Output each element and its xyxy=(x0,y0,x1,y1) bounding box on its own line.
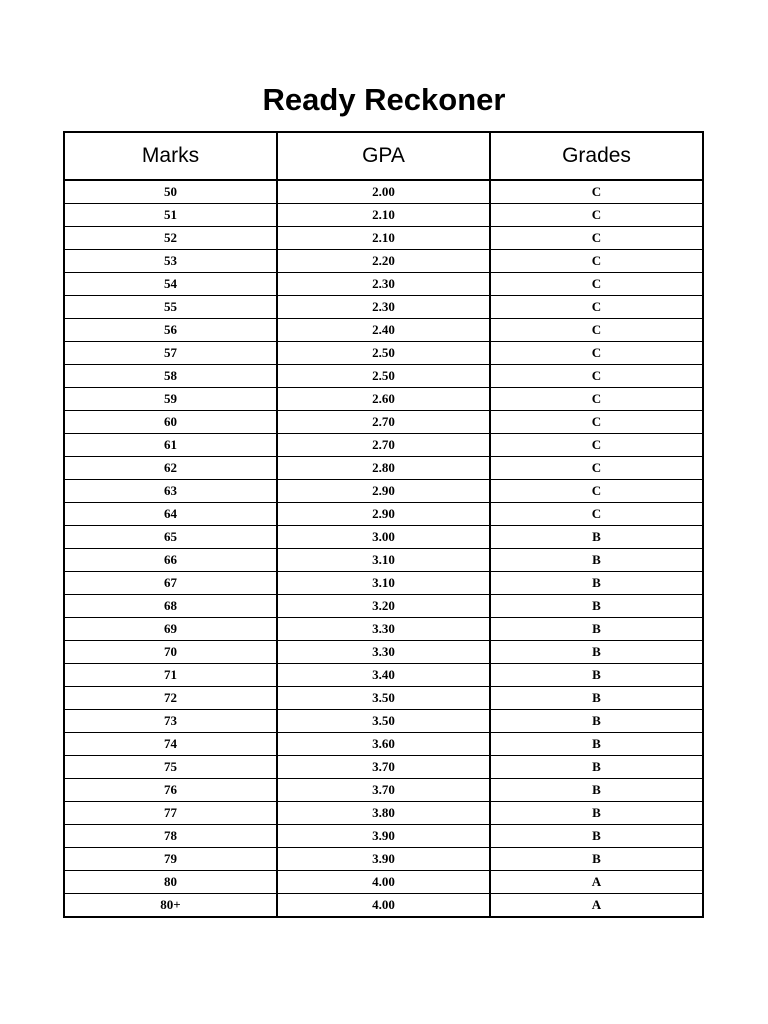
marks-cell: 50 xyxy=(64,180,277,204)
table-row xyxy=(64,457,703,480)
marks-cell: 66 xyxy=(64,549,277,572)
gpa-cell: 4.00 xyxy=(277,894,490,918)
marks-cell: 60 xyxy=(64,411,277,434)
gpa-cell: 2.10 xyxy=(277,204,490,227)
marks-cell: 59 xyxy=(64,388,277,411)
gpa-cell: 2.40 xyxy=(277,319,490,342)
gpa-cell: 3.90 xyxy=(277,848,490,871)
gpa-cell: 3.10 xyxy=(277,549,490,572)
table-row xyxy=(64,273,703,296)
table-row xyxy=(64,549,703,572)
grade-cell: B xyxy=(490,549,703,572)
gpa-cell: 4.00 xyxy=(277,871,490,894)
table-row xyxy=(64,710,703,733)
gpa-cell: 3.80 xyxy=(277,802,490,825)
gpa-cell: 2.50 xyxy=(277,365,490,388)
gpa-cell: 3.00 xyxy=(277,526,490,549)
gpa-cell: 3.30 xyxy=(277,641,490,664)
marks-cell: 73 xyxy=(64,710,277,733)
table-row xyxy=(64,894,703,918)
grade-cell: B xyxy=(490,848,703,871)
marks-cell: 68 xyxy=(64,595,277,618)
grade-cell: B xyxy=(490,756,703,779)
grade-cell: B xyxy=(490,687,703,710)
header-row xyxy=(64,132,703,180)
table-row xyxy=(64,825,703,848)
grade-cell: B xyxy=(490,641,703,664)
marks-cell: 75 xyxy=(64,756,277,779)
gpa-cell: 3.20 xyxy=(277,595,490,618)
table-row xyxy=(64,572,703,595)
grade-cell: B xyxy=(490,572,703,595)
grade-cell: C xyxy=(490,411,703,434)
gpa-cell: 2.70 xyxy=(277,411,490,434)
gpa-cell: 2.30 xyxy=(277,273,490,296)
marks-cell: 55 xyxy=(64,296,277,319)
gpa-cell: 2.50 xyxy=(277,342,490,365)
marks-cell: 58 xyxy=(64,365,277,388)
gpa-cell: 2.60 xyxy=(277,388,490,411)
marks-cell: 70 xyxy=(64,641,277,664)
grade-cell: B xyxy=(490,825,703,848)
grade-cell: B xyxy=(490,733,703,756)
table-row xyxy=(64,618,703,641)
marks-cell: 74 xyxy=(64,733,277,756)
grade-cell: A xyxy=(490,894,703,918)
table-row xyxy=(64,733,703,756)
grade-cell: B xyxy=(490,618,703,641)
marks-cell: 62 xyxy=(64,457,277,480)
marks-cell: 61 xyxy=(64,434,277,457)
marks-cell: 78 xyxy=(64,825,277,848)
marks-cell: 79 xyxy=(64,848,277,871)
gpa-cell: 3.30 xyxy=(277,618,490,641)
gpa-cell: 2.90 xyxy=(277,503,490,526)
grade-cell: C xyxy=(490,365,703,388)
table-row xyxy=(64,687,703,710)
table-row xyxy=(64,411,703,434)
marks-cell: 52 xyxy=(64,227,277,250)
grade-cell: C xyxy=(490,204,703,227)
table-row xyxy=(64,664,703,687)
gpa-cell: 3.10 xyxy=(277,572,490,595)
grade-cell: C xyxy=(490,434,703,457)
grade-cell: C xyxy=(490,480,703,503)
table-row xyxy=(64,756,703,779)
marks-cell: 54 xyxy=(64,273,277,296)
column-header-marks: Marks xyxy=(64,132,277,180)
gpa-cell: 3.70 xyxy=(277,779,490,802)
marks-cell: 57 xyxy=(64,342,277,365)
gpa-cell: 2.00 xyxy=(277,180,490,204)
gpa-cell: 3.60 xyxy=(277,733,490,756)
marks-cell: 64 xyxy=(64,503,277,526)
table-row xyxy=(64,342,703,365)
table-row xyxy=(64,802,703,825)
table-body xyxy=(64,180,703,917)
gpa-cell: 2.20 xyxy=(277,250,490,273)
marks-cell: 51 xyxy=(64,204,277,227)
grade-cell: C xyxy=(490,296,703,319)
table-row xyxy=(64,365,703,388)
marks-cell: 56 xyxy=(64,319,277,342)
grade-cell: B xyxy=(490,664,703,687)
gpa-cell: 2.70 xyxy=(277,434,490,457)
table-row xyxy=(64,296,703,319)
column-header-gpa: GPA xyxy=(277,132,490,180)
gpa-cell: 3.90 xyxy=(277,825,490,848)
table-row xyxy=(64,848,703,871)
marks-cell: 63 xyxy=(64,480,277,503)
marks-cell: 80 xyxy=(64,871,277,894)
grade-cell: A xyxy=(490,871,703,894)
table-header xyxy=(64,132,703,180)
marks-cell: 67 xyxy=(64,572,277,595)
grade-cell: C xyxy=(490,319,703,342)
table-row xyxy=(64,388,703,411)
gpa-cell: 2.90 xyxy=(277,480,490,503)
gpa-cell: 2.80 xyxy=(277,457,490,480)
table-row xyxy=(64,526,703,549)
grade-cell: C xyxy=(490,273,703,296)
gpa-cell: 3.40 xyxy=(277,664,490,687)
marks-cell: 71 xyxy=(64,664,277,687)
marks-cell: 65 xyxy=(64,526,277,549)
grade-cell: B xyxy=(490,595,703,618)
table-row xyxy=(64,503,703,526)
marks-cell: 72 xyxy=(64,687,277,710)
grade-cell: C xyxy=(490,457,703,480)
table-row xyxy=(64,319,703,342)
grade-cell: C xyxy=(490,503,703,526)
grade-cell: B xyxy=(490,710,703,733)
page-title: Ready Reckoner xyxy=(262,82,506,117)
table-row xyxy=(64,595,703,618)
gpa-cell: 3.50 xyxy=(277,687,490,710)
table-row xyxy=(64,227,703,250)
grade-cell: B xyxy=(490,802,703,825)
marks-cell: 53 xyxy=(64,250,277,273)
grade-cell: B xyxy=(490,779,703,802)
column-header-grades: Grades xyxy=(490,132,703,180)
gpa-cell: 2.30 xyxy=(277,296,490,319)
grade-cell: C xyxy=(490,227,703,250)
marks-cell: 80+ xyxy=(64,894,277,918)
gpa-cell: 3.50 xyxy=(277,710,490,733)
table-row xyxy=(64,204,703,227)
table-row xyxy=(64,871,703,894)
table-row xyxy=(64,180,703,204)
grade-cell: C xyxy=(490,342,703,365)
table-row xyxy=(64,641,703,664)
grade-cell: C xyxy=(490,250,703,273)
table-row xyxy=(64,480,703,503)
table-row xyxy=(64,250,703,273)
ready-reckoner-table xyxy=(63,131,704,918)
marks-cell: 69 xyxy=(64,618,277,641)
grade-cell: B xyxy=(490,526,703,549)
grade-cell: C xyxy=(490,388,703,411)
marks-cell: 77 xyxy=(64,802,277,825)
table-row xyxy=(64,779,703,802)
marks-cell: 76 xyxy=(64,779,277,802)
gpa-cell: 3.70 xyxy=(277,756,490,779)
table-row xyxy=(64,434,703,457)
gpa-cell: 2.10 xyxy=(277,227,490,250)
grade-cell: C xyxy=(490,180,703,204)
